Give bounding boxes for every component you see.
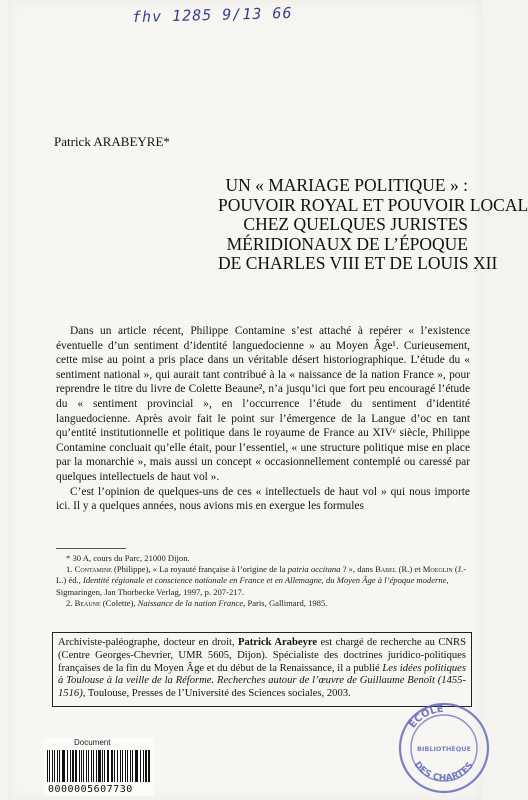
barcode-bar [93,750,94,782]
barcode-bar [52,750,53,782]
barcode-bar [88,750,89,782]
barcode-bar [107,750,109,782]
barcode-bar [127,750,128,782]
barcode-bar [111,750,113,782]
footnote-address: * 30 A, cours du Parc, 21000 Dijon. [66,553,190,563]
barcode-bar [57,750,58,782]
bio-book-title: Les idées politiques à Toulouse à la veille de la Réforme. Recherches autour de l’œuvre de Guillaume Benoît (1455-1516) [58,662,466,700]
barcode-bar [96,750,97,782]
barcode-bar [102,750,103,782]
barcode-bar [81,750,82,782]
title-line: UN « MARIAGE POLITIQUE » : [225,175,468,195]
barcode-bar [140,750,141,782]
barcode-bar [67,750,68,782]
barcode-bar [79,750,80,782]
barcode-bar [120,750,121,782]
footnote-2: 2. Beaune (Colette), Naissance de la nation France, Paris, Gallimard, 1985. [66,597,328,608]
document-page [8,0,528,800]
barcode-bar [70,750,71,782]
barcode-bar [98,750,101,782]
bio-text: est chargé de recherche au CNRS (Centre Georges-Chevrier, UMR 5605, Dijon). Spécialiste des doctrines juridico-politiques françaises de la fin du Moyen Âge et du début de la Renaissance, il a publié [58,637,466,674]
footnote-rule [56,548,126,549]
handwritten-shelfmark: fhv 1285 9/13 66 [131,3,293,27]
library-barcode-sticker [44,738,154,796]
barcode-bar [49,750,50,782]
barcode-bar [114,750,115,782]
barcode-bar [117,750,118,782]
barcode-number: 0000005607730 [48,784,133,795]
barcode-bar [130,750,131,782]
paragraph-1: Dans un article récent, Philippe Contamine s’est attaché à repérer « l’existence éventuelle d’un sentiment d’identité languedocienne » au Moyen Âge¹. Curieusement, cette mise au point a pris place dans un véritable désert historiographique. L’étude du « sentiment national », qui aurait tant contribué à la « naissance de la nation France », pour reprendre le titre du livre de Colette Beaune², n’a jusqu’ici que fort peu encouragé l’étude du « sentiment provincial », en l’occurrence l’étude du sentiment d’identité languedocienne. Après avoir fait le point sur l’émergence de la Langue d’oc en tant qu’entité institutionnelle et politique dans le royaume de France au XIVᵉ siècle, Philippe Contamine concluait qu’elle était, pour l’essentiel, « une structure politique mise en place par la monarchie », mais aussi un concept « occasionnellement contemplé ou caressé par quelques intellectuels de haut vol ». [56,325,470,483]
barcode-bar [125,750,126,782]
barcode-bar [143,750,144,782]
barcode-bar [122,750,123,782]
author-name: Patrick ARABEYRE* [54,134,170,149]
barcode-bar [47,750,48,782]
barcode-bar [54,750,55,782]
barcode-bar [135,750,138,782]
svg-text:DES CHARTES: DES CHARTES [411,760,476,784]
footnotes [56,548,470,609]
bio-intro: Archiviste-paléographe, docteur en droit, [58,637,238,648]
bio-publisher: , Toulouse, Presses de l’Université des Sciences sociales, 2003. [82,688,351,700]
barcode-bar [62,750,65,782]
barcode-bar [86,750,87,782]
barcode-label: Document [74,738,111,747]
bio-author-name: Patrick Arabeyre [238,637,318,648]
svg-text:BIBLIOTHÈQUE: BIBLIOTHÈQUE [417,745,471,753]
barcode-bar [145,750,147,782]
barcode-bar [59,750,60,782]
svg-text:ÉCOLE: ÉCOLE [407,703,445,731]
title-line: CHEZ QUELQUES JURISTES [243,214,468,234]
barcode-bar [148,750,150,782]
footnote-1: 1. Contamine (Philippe), « La royauté française à l’origine de la patria occitana ? », dans Babel (R.) et Moeglin (J.-L.) éd., Identité régionale et conscience nationale en France et en Allemagne, du Moyen Âge à l’époque moderne, Sigmaringen, Jan Thorbecke Verlag, 1997, p. 207-217. [56,564,467,597]
barcode-bar [132,750,133,782]
title-line: POUVOIR ROYAL ET POUVOIR LOCAL [218,194,528,215]
article-title [218,175,528,274]
title-line: DE CHARLES VIII ET DE LOUIS XII [218,253,498,273]
barcode-icon [46,750,152,782]
barcode-bar [75,750,77,782]
paragraph-2: C’est l’opinion de quelques-uns de ces « intellectuels de haut vol » qui nous importe ici. Il y a quelques années, nous avions mis en exergue les formules [56,485,470,513]
barcode-bar [104,750,105,782]
barcode-bar [83,750,84,782]
author-bio-box [52,632,472,707]
title-line: MÉRIDIONAUX DE L’ÉPOQUE [226,233,468,254]
barcode-bar [72,750,74,782]
barcode-bar [91,750,92,782]
article-body [56,324,470,514]
library-stamp-seal [396,700,492,796]
